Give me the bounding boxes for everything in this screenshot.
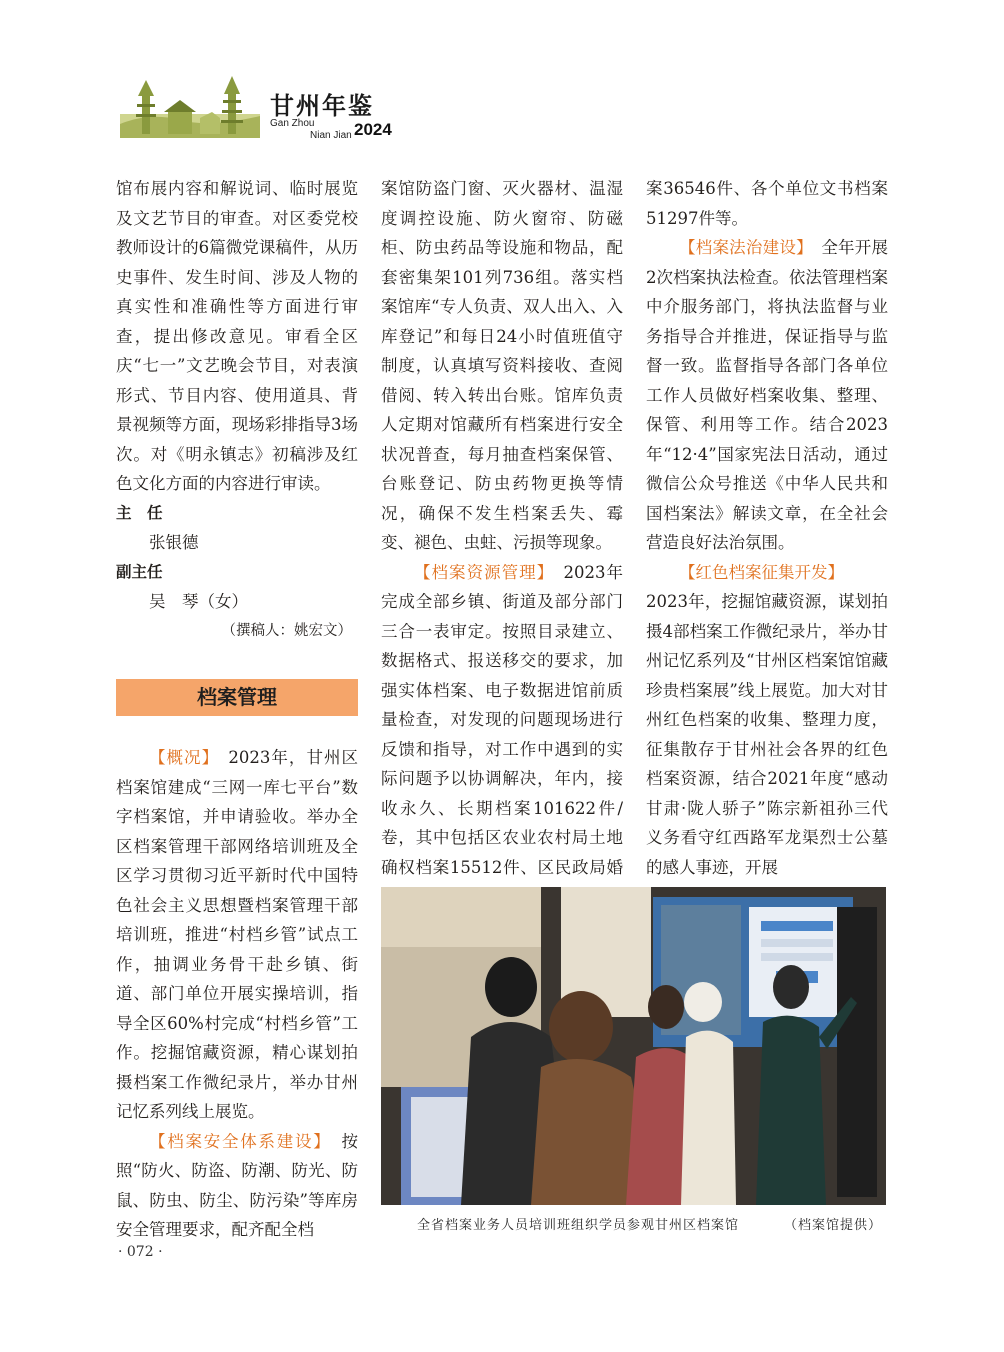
paragraph bbox=[116, 1127, 358, 1245]
keyword-heading: 【概况】 bbox=[149, 748, 211, 767]
role-label: 副主任 bbox=[116, 562, 163, 581]
paragraph-text: 2023年，甘州区档案馆建成“三网一库七平台”数字档案馆，并申请验收。举办全区档案管理干部网络培训班及全区学习贯彻习近平新时代中国特色社会主义思想暨档案管理干部培训班，推进“村档乡管”试点工作，抽调业务骨干赴乡镇、街道、部门单位开展实操培训，指导全区60%村完成“村档乡管”工作。挖掘馆藏资源，精心谋划拍摄档案工作微纪录片，举办甘州记忆系列线上展览。 bbox=[116, 748, 359, 1121]
text-column-3 bbox=[646, 174, 888, 882]
author-credit: （撰稿人：姚宏文） bbox=[221, 622, 352, 639]
photo-illustration bbox=[381, 887, 886, 1205]
paragraph-text: 2023年完成全部乡镇、街道及部分部门三合一表审定。按照目录建立、数据格式、报送移交的要求，加强实体档案、电子数据进馆前质量检查，对发现的问题现场进行反馈和指导，对工作中遇到的实际问题予以协调解决，年内，接收永久、长期档案101622件/卷，其中包括区农业农村局土地确权档案15512件、区民政局婚 bbox=[381, 562, 623, 877]
role-label: 主 任 bbox=[116, 503, 163, 522]
text-column-1 bbox=[116, 174, 358, 1245]
page-number: · 072 · bbox=[118, 1244, 163, 1260]
paragraph-text: 按照“防火、防盗、防潮、防光、防鼠、防虫、防尘、防污染”等库房安全管理要求，配齐配全档 bbox=[116, 1131, 358, 1239]
logo-pinyin-2: Nian Jian bbox=[310, 130, 352, 141]
keyword-heading: 【档案资源管理】 bbox=[414, 562, 546, 582]
paragraph: 馆布展内容和解说词、临时展览及文艺节目的审查。对区委党校教师设计的6篇微党课稿件，从历史事件、发生时间、涉及人物的真实性和准确性等方面进行审查，提出修改意见。审看全区庆“七一”文艺晚会节目，对表演形式、节目内容、使用道具、背景视频等方面，现场彩排指导3场次。对《明永镇志》初稿涉及红色文化方面的内容进行审读。 bbox=[116, 179, 358, 493]
logo-text: 甘州年鉴 bbox=[270, 91, 374, 120]
paragraph bbox=[381, 558, 623, 912]
paragraph: 案36546件、各个单位文书档案51297件等。 bbox=[646, 179, 888, 228]
page-header bbox=[120, 74, 420, 144]
paragraph: 2023年，挖掘馆藏资源，谋划拍摄4部档案工作微纪录片，举办甘州记忆系列及“甘州区档案馆馆藏珍贵档案展”线上展览。加大对甘州红色档案的收集、整理力度，征集散存于甘州社会各界的红色档案资源，结合2021年度“感动甘肃·陇人骄子”陈宗新祖孙三代义务看守红西路军龙渠烈士公墓的感人事迹，开展 bbox=[646, 592, 888, 877]
paragraph-text: 全年开展2次档案执法检查。依法管理档案中介服务部门，将执法监督与业务指导合并推进，保证指导与监督一致。监督指导各部门各单位工作人员做好档案收集、整理、保管、利用等工作。结合2023年“12·4”国家宪法日活动，通过微信公众号推送《中华人民共和国档案法》解读文章，在全社会营造良好法治氛围。 bbox=[646, 238, 889, 552]
logo-pinyin-1: Gan Zhou bbox=[270, 118, 315, 129]
caption-text: 全省档案业务人员培训班组织学员参观甘州区档案馆 bbox=[417, 1218, 740, 1233]
keyword-heading: 【档案安全体系建设】 bbox=[149, 1131, 324, 1151]
keyword-heading: 【红色档案征集开发】 bbox=[679, 562, 844, 582]
person-name: 张银德 bbox=[149, 533, 199, 552]
archive-visit-photo bbox=[381, 887, 886, 1205]
paragraph bbox=[116, 743, 358, 1127]
section-heading: 档案管理 bbox=[116, 679, 358, 716]
paragraph: 案馆防盗门窗、灭火器材、温湿度调控设施、防火窗帘、防磁柜、防虫药品等设施和物品，配套密集架101列736组。落实档案馆库“专人负责、双人出入、入库登记”和每日24小时值班值守制度，认真填写资料接收、查阅借阅、转入转出台账。馆库负责人定期对馆藏所有档案进行安全状况普查，每月抽查档案保管、台账登记、防虫药物更换等情况，确保不发生档案丢失、霉变、褪色、虫蛀、污损等现象。 bbox=[381, 179, 623, 552]
person-name: 吴 琴（女） bbox=[149, 592, 248, 611]
yearbook-year: 2024 bbox=[354, 120, 392, 139]
text-column-2 bbox=[381, 174, 623, 912]
paragraph bbox=[646, 558, 888, 588]
keyword-heading: 【档案法治建设】 bbox=[679, 238, 805, 257]
paragraph bbox=[646, 233, 888, 558]
pagoda-landscape-illustration bbox=[120, 74, 260, 138]
photo-credit: （档案馆提供） bbox=[783, 1218, 882, 1233]
